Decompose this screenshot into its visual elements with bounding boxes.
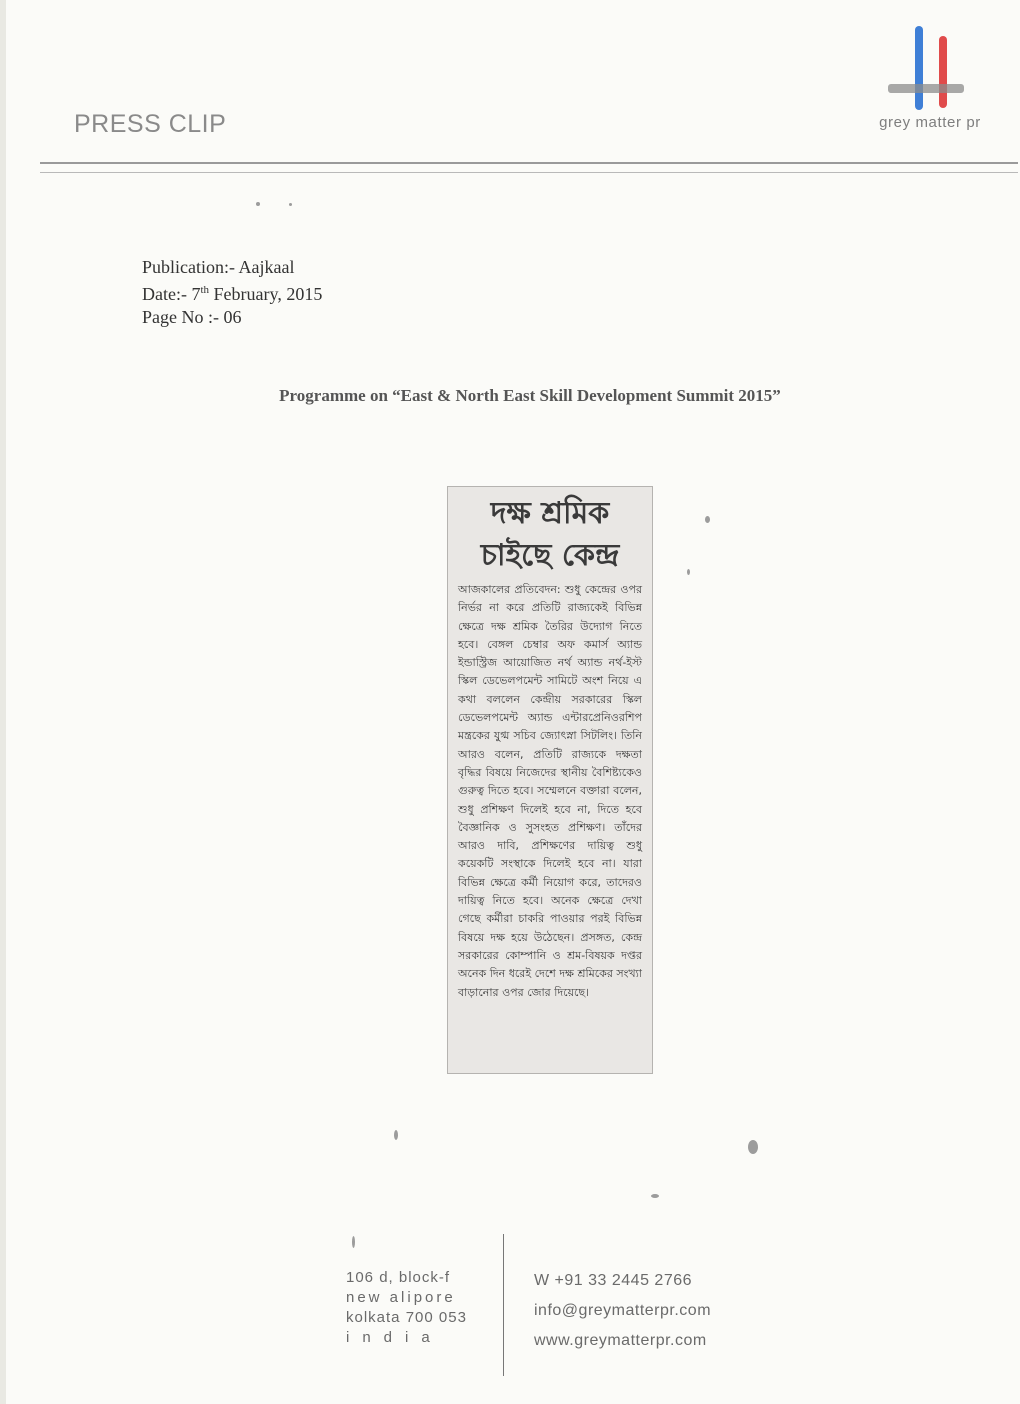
- scan-speck: [394, 1130, 398, 1140]
- date-prefix: Date:- 7: [142, 284, 201, 304]
- brand-name: grey matter pr: [879, 114, 981, 131]
- address-line-1: 106 d, block-f: [346, 1269, 451, 1286]
- scan-edge: [0, 0, 6, 1404]
- publication-meta: [142, 256, 322, 329]
- email-address[interactable]: info@greymatterpr.com: [534, 1302, 712, 1319]
- clip-title-line-1: দক্ষ শ্রমিক: [490, 496, 610, 531]
- address-line-3: kolkata 700 053: [346, 1309, 467, 1326]
- scan-speck: [748, 1140, 758, 1154]
- clip-title-line-2: চাইছে কেন্দ্র: [480, 538, 620, 573]
- phone-number: W +91 33 2445 2766: [534, 1272, 693, 1289]
- logo-red-bar: [939, 36, 947, 108]
- scan-speck: [687, 569, 690, 575]
- scan-speck: [651, 1194, 659, 1198]
- clip-title: [448, 493, 652, 577]
- logo-grey-bar: [888, 84, 964, 93]
- logo-mark-icon: [886, 22, 966, 114]
- publication-date: [142, 279, 322, 306]
- scan-speck: [352, 1236, 355, 1248]
- press-clip-label: PRESS CLIP: [74, 110, 227, 138]
- office-address: [346, 1268, 467, 1348]
- date-suffix: February, 2015: [209, 284, 323, 304]
- publication-name: Publication:- Aajkaal: [142, 257, 295, 277]
- footer-divider: [503, 1234, 504, 1376]
- scan-speck: [256, 202, 260, 206]
- programme-headline: Programme on “East & North East Skill Development Summit 2015”: [279, 386, 781, 405]
- website-link[interactable]: www.greymatterpr.com: [534, 1332, 707, 1349]
- scan-speck: [705, 516, 710, 523]
- date-suffix-sup: th: [200, 284, 210, 296]
- scan-speck: [289, 203, 292, 206]
- clip-article-body: আজকালের প্রতিবেদন: শুধু কেন্দ্রের ওপর নির্ভর না করে প্রতিটি রাজ্যকেই বিভিন্ন ক্ষেত্রে দক্ষ শ্রমিক তৈরির উদ্যোগ নিতে হবে। বেঙ্গল চেম্বার অফ কমার্স অ্যান্ড ইন্ডাস্ট্রিজ আয়োজিত নর্থ অ্যান্ড নর্থ-ইস্ট স্কিল ডেভেলপমেন্ট সামিটে অংশ নিয়ে এ কথা বললেন কেন্দ্রীয় সরকারের স্কিল ডেভেলপমেন্ট অ্যান্ড এন্টারপ্রেনিওরশিপ মন্ত্রকের যুগ্ম সচিব জ্যোৎস্না সিটলিং। তিনি আরও বলেন, প্রতিটি রাজ্যকে দক্ষতা বৃদ্ধির বিষয়ে নিজেদের স্থানীয় বৈশিষ্ট্যকেও গুরুত্ব দিতে হবে। সম্মেলনে বক্তারা বলেন, শুধু প্রশিক্ষণ দিলেই হবে না, দিতে হবে বৈজ্ঞানিক ও সুসংহত প্রশিক্ষণ। তাঁদের আরও দাবি, প্রশিক্ষণের দায়িত্ব শুধু কয়েকটি সংস্থাকে দিলেই হবে না। যারা বিভিন্ন ক্ষেত্রে কর্মী নিয়োগ করে, তাদেরও দায়িত্ব নিতে হবে। অনেক ক্ষেত্রে দেখা গেছে কর্মীরা চাকরি পাওয়ার পরই বিভিন্ন বিষয়ে দক্ষ হয়ে উঠেছেন। প্রসঙ্গত, কেন্দ্র সরকারের কোম্পানি ও শ্রম-বিষয়ক দপ্তর অনেক দিন ধরেই দেশে দক্ষ শ্রমিকের সংখ্যা বাড়ানোর ওপর জোর দিয়েছে।: [458, 583, 642, 999]
- address-line-2: new alipore: [346, 1289, 456, 1306]
- contact-info: [534, 1266, 711, 1356]
- address-line-4: india: [346, 1329, 443, 1346]
- header-divider-thin: [40, 172, 1018, 173]
- header-divider: [40, 162, 1018, 164]
- page-number: Page No :- 06: [142, 307, 242, 327]
- grey-matter-logo: [870, 22, 1000, 142]
- logo-blue-bar: [915, 26, 923, 110]
- newspaper-clipping: [447, 486, 653, 1074]
